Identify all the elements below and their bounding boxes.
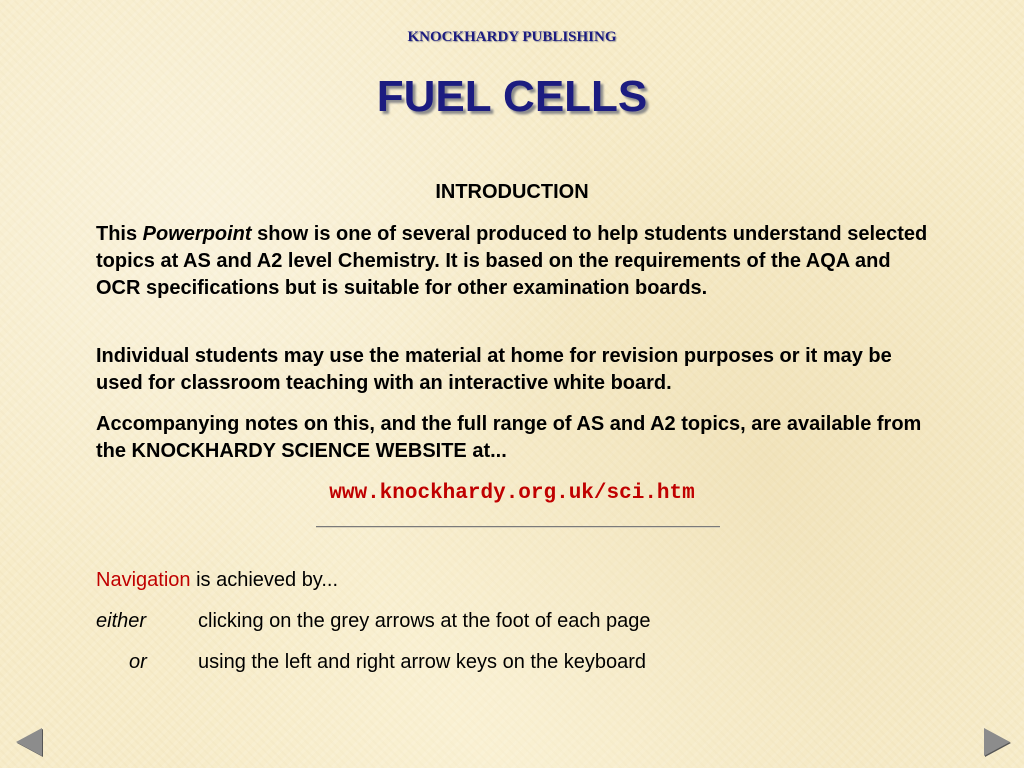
p1-start: This <box>96 223 143 245</box>
triangle-left-icon[interactable] <box>16 728 42 756</box>
slide-title: FUEL CELLS <box>376 72 648 121</box>
p1-rest: show is one of several produced to help students understand selected topics at AS and A2 level Chemistry. It is based on the requirements of the AQA and OCR specifications but is suitable for other examination boards. <box>96 223 928 299</box>
navigation-intro <box>96 569 338 592</box>
triangle-right-icon[interactable] <box>984 728 1010 756</box>
option-label-either: either <box>96 610 147 632</box>
intro-paragraph-1 <box>96 221 931 302</box>
divider <box>316 526 720 528</box>
website-link[interactable]: www.knockhardy.org.uk/sci.htm <box>329 482 695 505</box>
option-label-or: or <box>129 651 147 673</box>
option-text-either: clicking on the grey arrows at the foot of each page <box>198 610 651 632</box>
intro-paragraph-3: Accompanying notes on this, and the full range of AS and A2 topics, are available from the KNOCKHARDY SCIENCE WEBSITE at... <box>96 413 922 462</box>
intro-heading: INTRODUCTION <box>435 181 589 203</box>
p1-italic-word: Powerpoint <box>142 223 252 245</box>
intro-paragraph-2: Individual students may use the material at home for revision purposes or it may be used for classroom teaching with an interactive white board. <box>96 345 892 394</box>
option-text-or: using the left and right arrow keys on the keyboard <box>198 651 647 673</box>
navigation-lead-rest: is achieved by... <box>190 569 338 591</box>
publisher-name: KNOCKHARDY PUBLISHING <box>407 29 617 45</box>
navigation-label: Navigation <box>96 569 191 591</box>
